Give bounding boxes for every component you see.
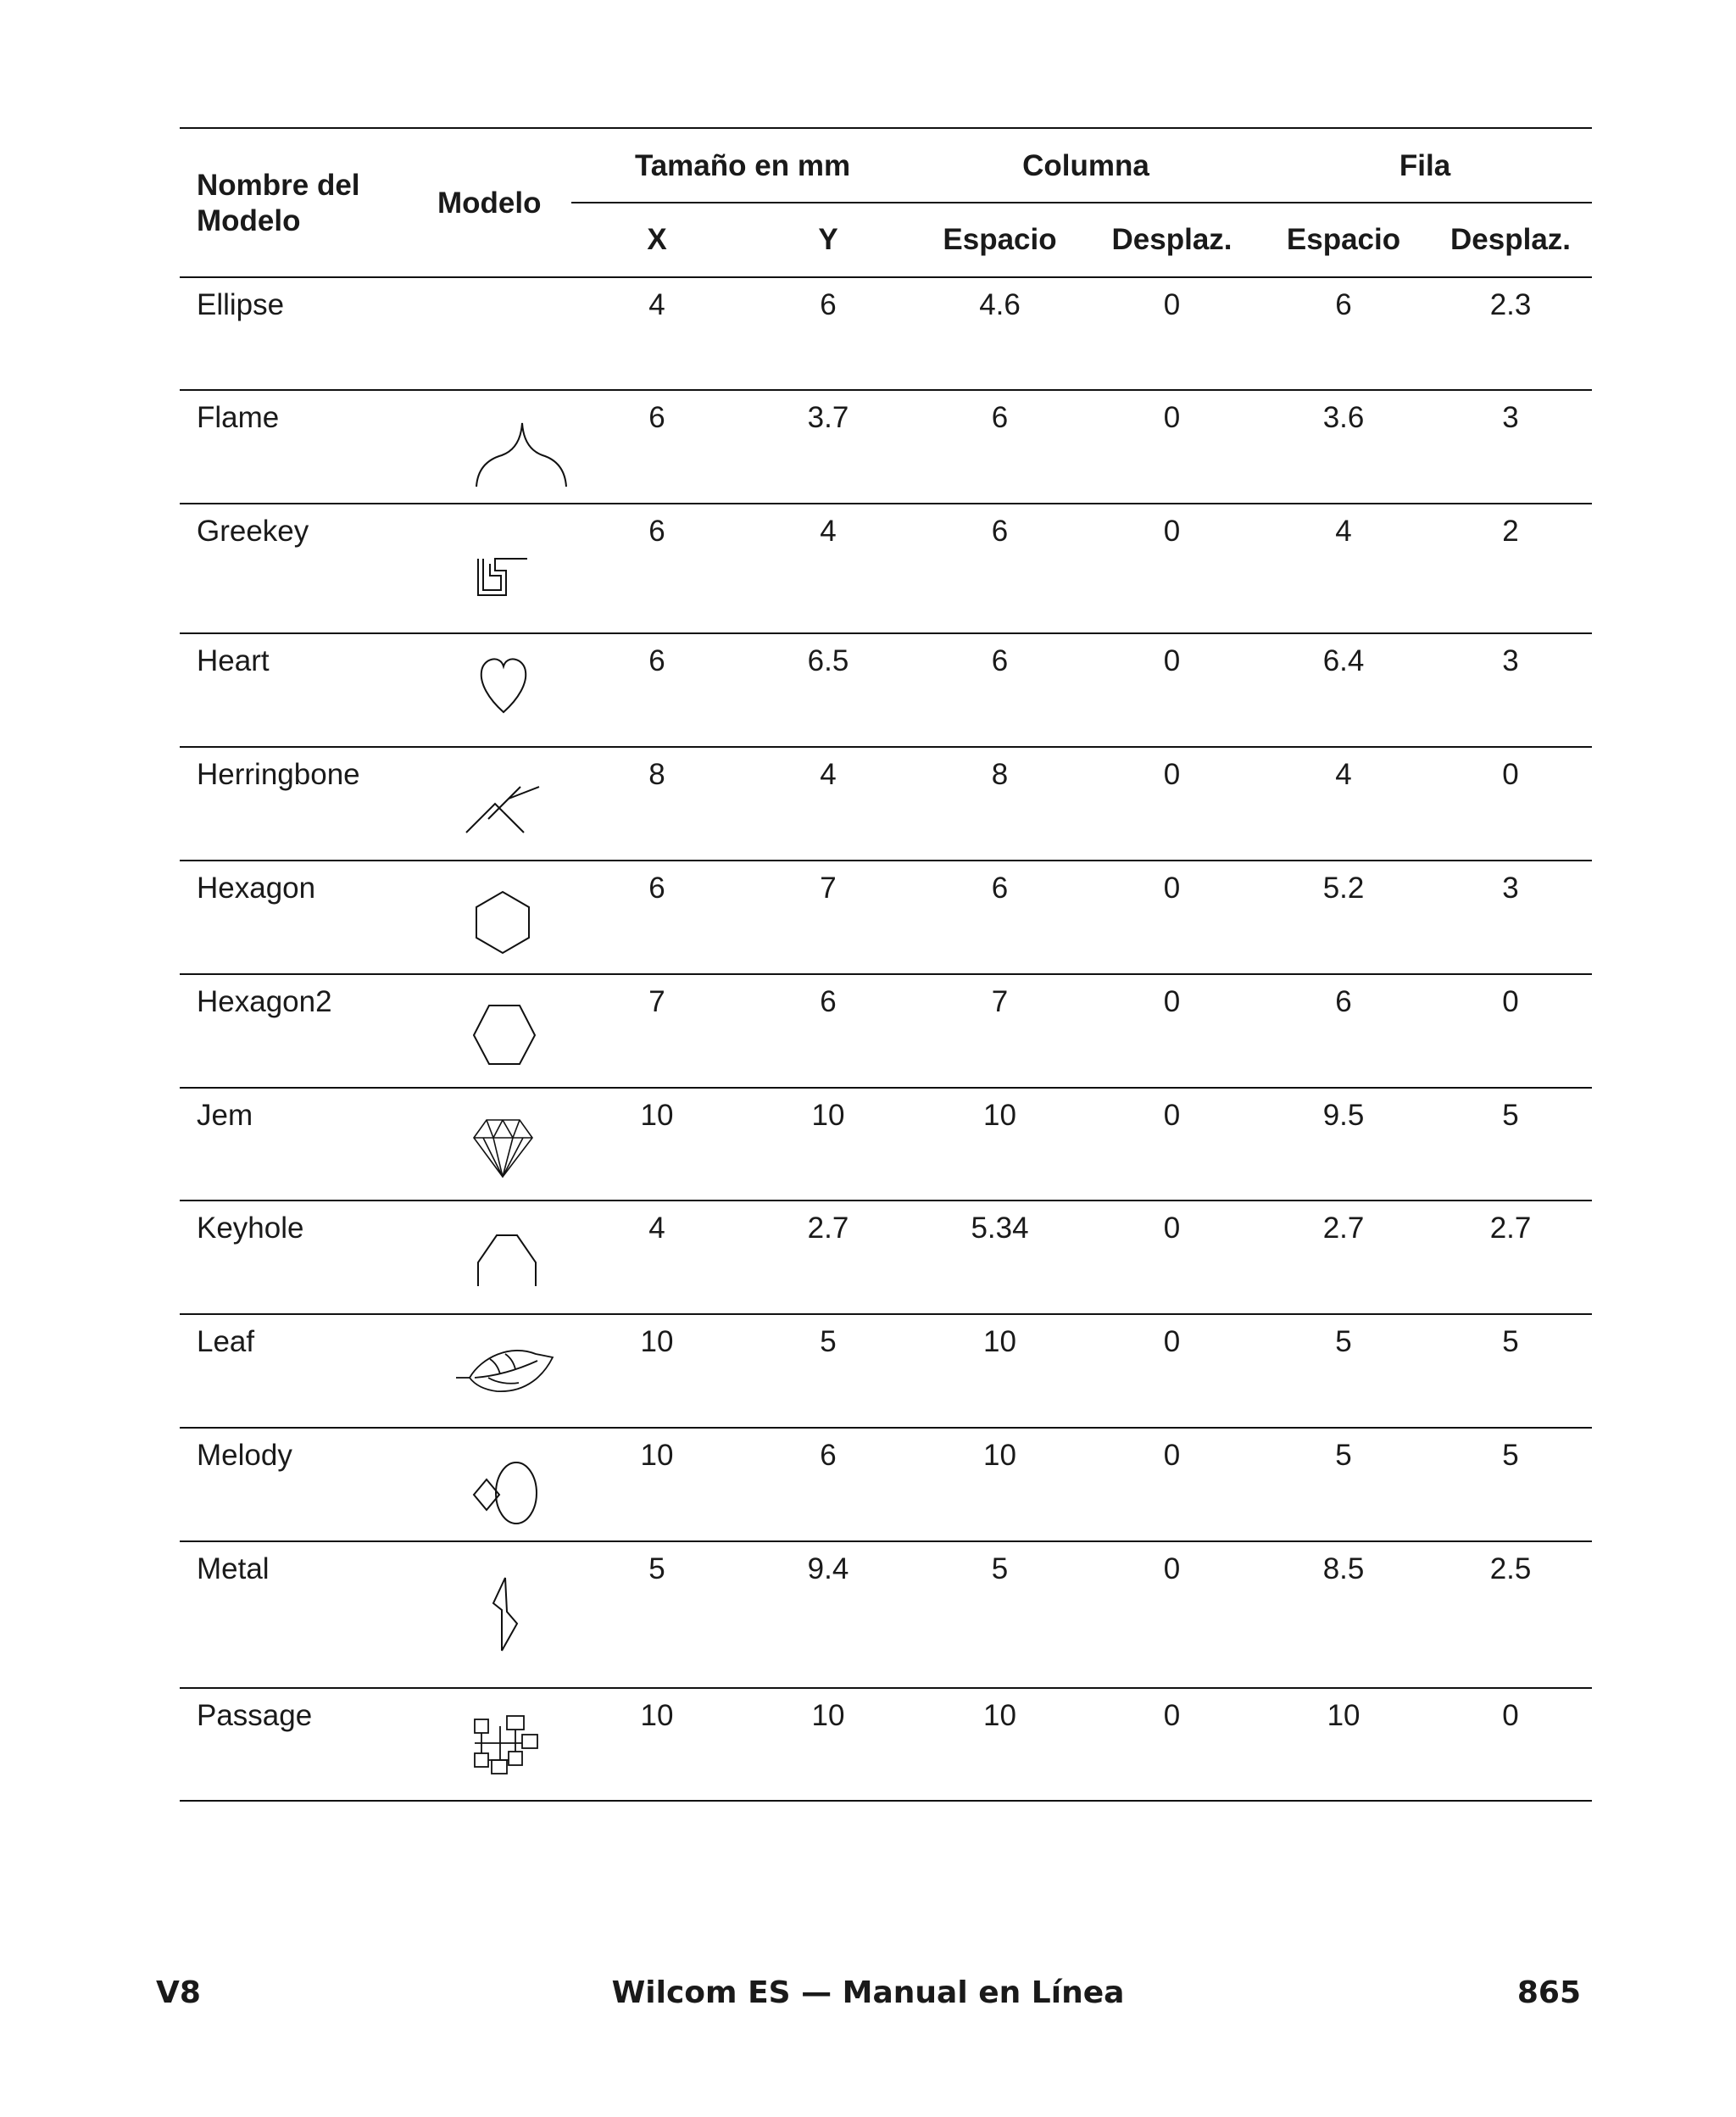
size-y: 10 — [743, 1688, 914, 1801]
pattern-name: Jem — [180, 1088, 387, 1201]
column-spacing: 10 — [914, 1428, 1086, 1541]
row-spacing: 6 — [1258, 277, 1429, 390]
pattern-name: Melody — [180, 1428, 387, 1541]
header-row-spacing: Espacio — [1258, 203, 1429, 277]
row-spacing: 5 — [1258, 1314, 1429, 1428]
row-offset: 3 — [1429, 390, 1592, 504]
metal-icon — [387, 1541, 571, 1688]
pattern-name: Hexagon2 — [180, 974, 387, 1088]
header-column-offset: Desplaz. — [1086, 203, 1258, 277]
column-spacing: 6 — [914, 633, 1086, 747]
size-x: 6 — [571, 390, 743, 504]
size-x: 5 — [571, 1541, 743, 1688]
column-offset: 0 — [1086, 1201, 1258, 1314]
column-spacing: 4.6 — [914, 277, 1086, 390]
table-row — [180, 1314, 1592, 1428]
header-pattern-name: Nombre del Modelo — [180, 128, 387, 277]
size-x: 6 — [571, 633, 743, 747]
column-spacing: 7 — [914, 974, 1086, 1088]
column-offset: 0 — [1086, 1314, 1258, 1428]
column-offset: 0 — [1086, 390, 1258, 504]
size-x: 8 — [571, 747, 743, 861]
row-spacing: 5 — [1258, 1428, 1429, 1541]
greekey-icon — [387, 504, 571, 633]
size-x: 10 — [571, 1688, 743, 1801]
passage-icon — [387, 1688, 571, 1801]
row-offset: 0 — [1429, 747, 1592, 861]
footer-page-number: 865 — [1516, 1975, 1581, 2010]
pattern-name: Ellipse — [180, 277, 387, 390]
pattern-name: Metal — [180, 1541, 387, 1688]
size-y: 6 — [743, 277, 914, 390]
pattern-name: Heart — [180, 633, 387, 747]
flame-icon — [387, 390, 571, 504]
row-spacing: 10 — [1258, 1688, 1429, 1801]
size-y: 10 — [743, 1088, 914, 1201]
table-row — [180, 1428, 1592, 1541]
table-row — [180, 1688, 1592, 1801]
row-spacing: 4 — [1258, 747, 1429, 861]
column-spacing: 10 — [914, 1088, 1086, 1201]
table-row — [180, 747, 1592, 861]
pattern-name: Keyhole — [180, 1201, 387, 1314]
column-offset: 0 — [1086, 1541, 1258, 1688]
melody-icon — [387, 1428, 571, 1541]
row-offset: 2.7 — [1429, 1201, 1592, 1314]
size-x: 4 — [571, 277, 743, 390]
table-row — [180, 861, 1592, 974]
row-spacing: 8.5 — [1258, 1541, 1429, 1688]
column-spacing: 10 — [914, 1688, 1086, 1801]
column-spacing: 8 — [914, 747, 1086, 861]
row-offset: 0 — [1429, 1688, 1592, 1801]
header-column-spacing: Espacio — [914, 203, 1086, 277]
row-offset: 3 — [1429, 633, 1592, 747]
herringbone-icon — [387, 747, 571, 861]
pattern-name: Flame — [180, 390, 387, 504]
row-spacing: 9.5 — [1258, 1088, 1429, 1201]
column-offset: 0 — [1086, 1428, 1258, 1541]
column-spacing: 10 — [914, 1314, 1086, 1428]
pattern-name: Passage — [180, 1688, 387, 1801]
hexagon2-icon — [387, 974, 571, 1088]
leaf-icon — [387, 1314, 571, 1428]
footer-version: V8 — [156, 1975, 201, 2010]
pattern-name: Hexagon — [180, 861, 387, 974]
pattern-name: Leaf — [180, 1314, 387, 1428]
row-spacing: 6.4 — [1258, 633, 1429, 747]
pattern-name: Herringbone — [180, 747, 387, 861]
size-x: 10 — [571, 1428, 743, 1541]
size-x: 10 — [571, 1314, 743, 1428]
row-spacing: 4 — [1258, 504, 1429, 633]
table-row — [180, 504, 1592, 633]
row-offset: 2 — [1429, 504, 1592, 633]
column-offset: 0 — [1086, 633, 1258, 747]
size-x: 6 — [571, 861, 743, 974]
column-spacing: 6 — [914, 504, 1086, 633]
size-y: 4 — [743, 747, 914, 861]
row-spacing: 6 — [1258, 974, 1429, 1088]
pattern-name: Greekey — [180, 504, 387, 633]
footer-title: Wilcom ES — Manual en Línea — [611, 1975, 1125, 2010]
table-row — [180, 1088, 1592, 1201]
row-spacing: 3.6 — [1258, 390, 1429, 504]
heart-icon — [387, 633, 571, 747]
table-row — [180, 1541, 1592, 1688]
size-x: 10 — [571, 1088, 743, 1201]
hexagon-icon — [387, 861, 571, 974]
column-spacing: 6 — [914, 861, 1086, 974]
column-spacing: 5.34 — [914, 1201, 1086, 1314]
column-offset: 0 — [1086, 974, 1258, 1088]
row-offset: 2.5 — [1429, 1541, 1592, 1688]
column-offset: 0 — [1086, 277, 1258, 390]
size-y: 6 — [743, 974, 914, 1088]
row-offset: 0 — [1429, 974, 1592, 1088]
size-y: 4 — [743, 504, 914, 633]
header-x: X — [571, 203, 743, 277]
header-row-offset: Desplaz. — [1429, 203, 1592, 277]
jem-icon — [387, 1088, 571, 1201]
table-row — [180, 1201, 1592, 1314]
row-offset: 5 — [1429, 1314, 1592, 1428]
table-row — [180, 633, 1592, 747]
size-y: 7 — [743, 861, 914, 974]
header-column: Columna — [914, 128, 1258, 203]
column-offset: 0 — [1086, 747, 1258, 861]
column-offset: 0 — [1086, 1088, 1258, 1201]
page-footer — [0, 1975, 1736, 2018]
row-spacing: 5.2 — [1258, 861, 1429, 974]
size-y: 6.5 — [743, 633, 914, 747]
header-row: Fila — [1258, 128, 1592, 203]
column-offset: 0 — [1086, 1688, 1258, 1801]
header-size-mm: Tamaño en mm — [571, 128, 914, 203]
size-x: 4 — [571, 1201, 743, 1314]
column-spacing: 5 — [914, 1541, 1086, 1688]
size-y: 9.4 — [743, 1541, 914, 1688]
size-x: 7 — [571, 974, 743, 1088]
header-model: Modelo — [387, 128, 571, 277]
header-y: Y — [743, 203, 914, 277]
row-offset: 3 — [1429, 861, 1592, 974]
size-y: 6 — [743, 1428, 914, 1541]
pattern-table — [180, 127, 1592, 1802]
size-y: 5 — [743, 1314, 914, 1428]
column-spacing: 6 — [914, 390, 1086, 504]
column-offset: 0 — [1086, 504, 1258, 633]
size-x: 6 — [571, 504, 743, 633]
row-offset: 2.3 — [1429, 277, 1592, 390]
table-row — [180, 277, 1592, 390]
table-row — [180, 390, 1592, 504]
row-offset: 5 — [1429, 1088, 1592, 1201]
keyhole-icon — [387, 1201, 571, 1314]
ellipse-icon — [387, 277, 571, 390]
row-offset: 5 — [1429, 1428, 1592, 1541]
size-y: 2.7 — [743, 1201, 914, 1314]
table-row — [180, 974, 1592, 1088]
size-y: 3.7 — [743, 390, 914, 504]
column-offset: 0 — [1086, 861, 1258, 974]
row-spacing: 2.7 — [1258, 1201, 1429, 1314]
